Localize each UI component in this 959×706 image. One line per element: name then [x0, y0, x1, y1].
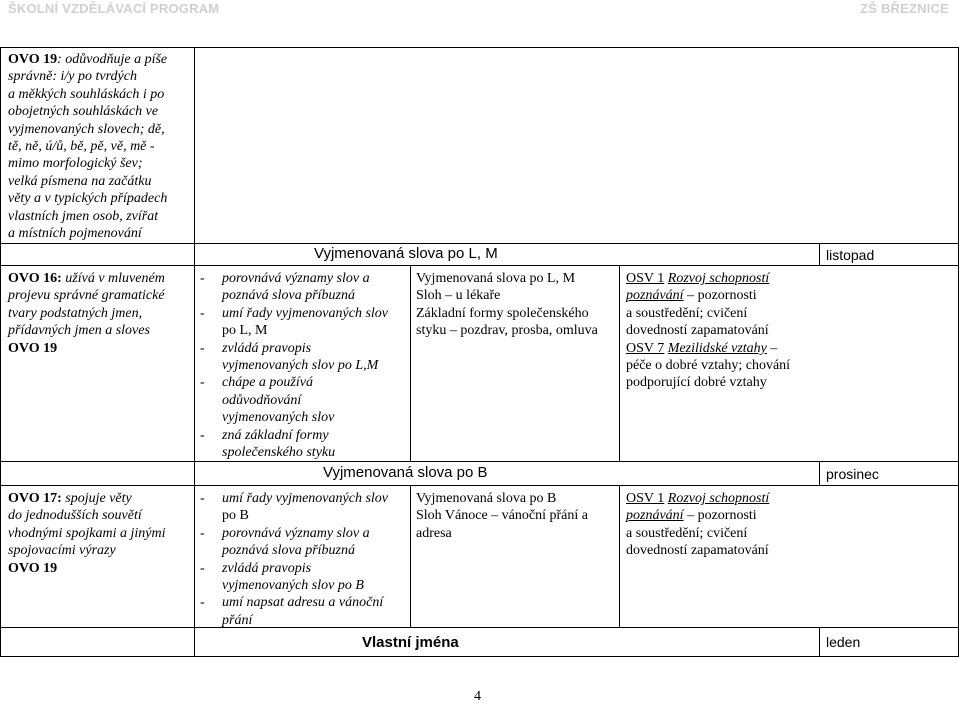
output-item: porovnává významy slov a	[222, 271, 370, 286]
content-cell	[416, 490, 588, 542]
ovo-line: tě, ně, ú/ů, bě, pě, vě, mě -	[8, 139, 155, 155]
ovo-line: do jednodušších souvětí	[8, 508, 142, 524]
theme-text: podporující dobré vztahy	[626, 375, 767, 391]
themes-cell	[626, 270, 790, 392]
ovo-16-cell	[8, 270, 165, 357]
theme-title: poznávání	[626, 288, 684, 304]
output-item: chápe a používá	[222, 375, 313, 391]
table-column-divider	[819, 627, 820, 657]
output-item-cont: po B	[222, 508, 249, 524]
ovo-17-cell	[8, 490, 165, 577]
output-item: umí řady vyjmenovaných slov	[222, 491, 388, 506]
table-column-divider	[619, 265, 620, 461]
table-column-divider	[410, 265, 411, 461]
output-item-cont: vyjmenovaných slov po L,M	[222, 358, 379, 374]
theme-text: – pozornosti	[683, 288, 757, 304]
ovo-line: tvary podstatných jmen,	[8, 305, 143, 321]
theme-text: dovedností zapamatování	[626, 543, 769, 559]
output-item-cont: poznává slova příbuzná	[222, 543, 355, 559]
themes-cell	[626, 490, 769, 560]
ovo-line: přídavných jmen a sloves	[8, 323, 150, 339]
table-border-left	[0, 47, 1, 657]
output-item: zvládá pravopis	[222, 560, 312, 576]
ovo-19-label: OVO 19	[8, 52, 58, 67]
table-rule	[0, 627, 959, 628]
ovo-line: vyjmenovaných slovech; dě,	[8, 121, 165, 137]
ovo-line: mimo morfologický šev;	[8, 156, 143, 172]
table-border-bottom	[0, 656, 959, 657]
ovo-line: projevu správné gramatické	[8, 288, 165, 304]
month-label: listopad	[826, 247, 875, 263]
ovo-line: : odůvodňuje a píše	[57, 52, 168, 67]
ovo-line: užívá v mluveném	[61, 271, 165, 286]
ovo-line: správně: i/y po tvrdých	[8, 69, 137, 85]
ovo-ref: OVO 19	[8, 560, 58, 576]
table-column-divider	[619, 485, 620, 627]
outputs-cell: - umí řady vyjmenovaných slov po B - porovnává významy slov a poznává slova příbuzná - zvládá pravopis vyjmenovaných slov po B - umí napsat adresu a vánoční přání	[200, 491, 388, 628]
theme-text: dovedností zapamatování	[626, 323, 769, 339]
content-line: Základní formy společenského	[416, 305, 589, 321]
outputs-cell: - porovnává významy slov a poznává slova příbuzná - umí řady vyjmenovaných slov po L, M - zvládá pravopis vyjmenovaných slov po L,M - chápe a používá odůvodňování vyjmenovaných slov - zná základní formy společenského styku	[200, 271, 388, 461]
ovo-17-label: OVO 17:	[8, 491, 62, 506]
output-item: umí napsat adresu a vánoční	[222, 595, 384, 611]
ovo-line: a měkkých souhláskách i po	[8, 86, 165, 102]
ovo-line: věty a v typických případech	[8, 191, 168, 207]
output-item-cont: poznává slova příbuzná	[222, 288, 355, 304]
table-column-divider	[410, 485, 411, 627]
content-line: Sloh Vánoce – vánoční přání a	[416, 508, 588, 524]
header-school-name: ZŠ BŘEZNICE	[860, 1, 949, 16]
content-line: Vyjmenovaná slova po B	[416, 491, 557, 506]
output-item: umí řady vyjmenovaných slov	[222, 305, 388, 321]
theme-text: – pozornosti	[683, 508, 757, 524]
ovo-line: obojetných souhláskách ve	[8, 104, 159, 120]
month-label: leden	[826, 634, 861, 650]
table-column-divider	[819, 243, 820, 266]
table-rule	[0, 485, 959, 486]
page-header	[0, 0, 959, 20]
theme-text: a soustředění; cvičení	[626, 525, 748, 541]
content-line: Vyjmenovaná slova po L, M	[416, 271, 576, 286]
ovo-line: a místních pojmenování	[8, 226, 142, 242]
output-item-cont: společenského styku	[222, 445, 336, 461]
output-item-cont: vyjmenovaných slov po B	[222, 578, 364, 594]
theme-text: a soustředění; cvičení	[626, 305, 748, 321]
content-cell	[416, 270, 598, 340]
output-item-cont: přání	[222, 612, 253, 628]
topic-heading: Vyjmenovaná slova po B	[323, 464, 488, 481]
topic-heading: Vlastní jména	[362, 634, 459, 651]
table-border-top	[0, 47, 959, 48]
header-school-program: ŠKOLNÍ VZDĚLÁVACÍ PROGRAM	[8, 1, 220, 16]
content-line: Sloh – u lékaře	[416, 288, 501, 304]
page-number: 4	[474, 689, 481, 704]
theme-code: OSV 1	[626, 271, 665, 286]
theme-title: poznávání	[626, 508, 684, 524]
theme-code: OSV 7	[626, 340, 665, 356]
table-rule	[0, 243, 959, 244]
topic-heading: Vyjmenovaná slova po L, M	[314, 245, 498, 262]
theme-text: péče o dobré vztahy; chování	[626, 358, 791, 374]
ovo-line: velká písmena na začátku	[8, 173, 152, 189]
output-item-cont: vyjmenovaných slov	[222, 410, 335, 426]
theme-title: Rozvoj schopností	[667, 271, 770, 286]
output-item: zvládá pravopis	[222, 340, 312, 356]
table-column-divider	[819, 461, 820, 486]
ovo-line: vlastních jmen osob, zvířat	[8, 208, 159, 224]
table-rule	[0, 461, 959, 462]
output-item-cont: odůvodňování	[222, 392, 302, 408]
ovo-line: spojovacími výrazy	[8, 543, 116, 559]
output-item: porovnává významy slov a	[222, 525, 370, 541]
theme-title: Rozvoj schopností	[667, 491, 770, 506]
ovo-ref: OVO 19	[8, 340, 58, 356]
ovo-line: vhodnými spojkami a jinými	[8, 525, 166, 541]
output-item-cont: po L, M	[222, 323, 268, 339]
theme-text: –	[766, 340, 778, 356]
theme-code: OSV 1	[626, 491, 665, 506]
table-rule	[0, 265, 959, 266]
ovo-19-cell	[8, 51, 167, 242]
ovo-line: spojuje věty	[61, 491, 132, 506]
content-line: adresa	[416, 525, 452, 541]
theme-title: Mezilidské vztahy	[667, 340, 767, 356]
content-line: styku – pozdrav, prosba, omluva	[416, 323, 598, 339]
output-item: zná základní formy	[222, 427, 329, 443]
table-column-divider	[194, 47, 195, 657]
ovo-16-label: OVO 16:	[8, 271, 62, 286]
month-label: prosinec	[826, 466, 879, 482]
